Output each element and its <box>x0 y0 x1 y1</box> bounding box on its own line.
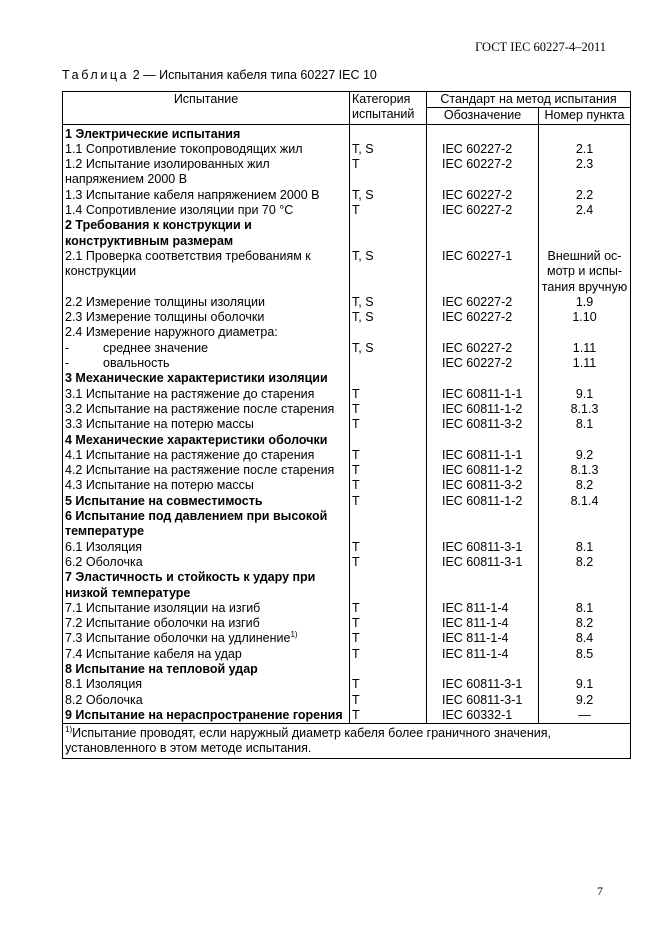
cell-designation <box>427 371 539 386</box>
table-row <box>63 540 631 555</box>
document-header: ГОСТ IEC 60227-4–2011 <box>475 40 606 54</box>
cell-designation: IEC 60811-3-1 <box>427 677 539 692</box>
table-row <box>63 157 631 188</box>
cell-category: T <box>350 631 427 646</box>
cell-test <box>63 188 350 203</box>
cell-clause: 8.4 <box>539 631 631 646</box>
cell-category: T, S <box>350 310 427 325</box>
cell-test <box>63 157 350 188</box>
test-label: 2.1 Проверка соответствия требованиям к конструкции <box>65 248 311 279</box>
cell-test <box>63 448 350 463</box>
footnote-mark: 1) <box>65 725 73 735</box>
cell-category <box>350 509 427 540</box>
test-label: 4.1 Испытание на растяжение до старения <box>65 447 315 462</box>
footnote-text: Испытание проводят, если наружный диаметр кабеля более граничного значения, установленного в этом методе испытания. <box>65 726 552 756</box>
cell-clause: 8.2 <box>539 478 631 493</box>
cell-clause: 2.1 <box>539 142 631 157</box>
cell-test <box>63 417 350 432</box>
cell-category <box>350 570 427 601</box>
cell-category: T <box>350 417 427 432</box>
test-label: 3 Механические характеристики изоляции <box>65 371 328 386</box>
cell-clause: 2.3 <box>539 157 631 188</box>
cell-category: T <box>350 601 427 616</box>
table-footnote <box>63 724 631 759</box>
cell-category <box>350 356 427 371</box>
cell-clause <box>539 371 631 386</box>
cell-designation: IEC 60227-2 <box>427 295 539 310</box>
table-row <box>63 677 631 692</box>
cell-clause <box>539 509 631 540</box>
cell-clause <box>539 662 631 677</box>
cell-clause <box>539 124 631 142</box>
cell-designation <box>427 509 539 540</box>
cell-designation <box>427 570 539 601</box>
test-label: 1.1 Сопротивление токопроводящих жил <box>65 141 303 156</box>
cell-category: T <box>350 402 427 417</box>
cell-test <box>63 494 350 509</box>
test-label: 8 Испытание на тепловой удар <box>65 661 258 676</box>
test-label: 2.4 Измерение наружного диаметра: <box>65 325 278 340</box>
cell-designation: IEC 60227-2 <box>427 356 539 371</box>
table-row <box>63 218 631 249</box>
table-body <box>63 124 631 724</box>
cell-test <box>63 341 350 356</box>
test-label: 8.1 Изоляция <box>65 677 143 692</box>
cell-clause: 8.1 <box>539 601 631 616</box>
test-label: 7.2 Испытание оболочки на изгиб <box>65 616 260 631</box>
test-label: 5 Испытание на совместимость <box>65 493 263 508</box>
table-row <box>63 356 631 371</box>
cell-category: T <box>350 478 427 493</box>
footnote-ref: 1) <box>290 630 298 640</box>
cell-designation: IEC 60227-1 <box>427 249 539 295</box>
header-test: Испытание <box>63 92 350 125</box>
cell-clause: 1.10 <box>539 310 631 325</box>
test-label: 9 Испытание на нераспространение горения <box>65 707 343 722</box>
cell-test <box>63 356 350 371</box>
cell-clause <box>539 433 631 448</box>
cell-test <box>63 433 350 448</box>
table-row <box>63 402 631 417</box>
cell-designation: IEC 60811-1-2 <box>427 494 539 509</box>
caption-word: Таблица <box>62 68 130 82</box>
table-row <box>63 142 631 157</box>
table-row <box>63 124 631 142</box>
test-label: 7.3 Испытание оболочки на удлинение <box>65 631 291 646</box>
page-number: 7 <box>597 884 603 898</box>
cell-test <box>63 295 350 310</box>
cell-test <box>63 693 350 708</box>
test-table <box>62 91 631 759</box>
cell-clause: 8.5 <box>539 647 631 662</box>
cell-designation <box>427 124 539 142</box>
cell-designation: IEC 60811-3-2 <box>427 417 539 432</box>
cell-category: T <box>350 157 427 188</box>
cell-designation: IEC 60811-3-1 <box>427 555 539 570</box>
list-dash: - <box>65 356 70 371</box>
cell-clause: 9.1 <box>539 677 631 692</box>
cell-designation: IEC 60811-1-1 <box>427 448 539 463</box>
header-designation: Обозначение <box>427 108 539 124</box>
test-label: 8.2 Оболочка <box>65 692 143 707</box>
cell-category <box>350 124 427 142</box>
cell-designation: IEC 60227-2 <box>427 341 539 356</box>
cell-designation <box>427 433 539 448</box>
cell-designation: IEC 811-1-4 <box>427 631 539 646</box>
cell-category: T, S <box>350 249 427 295</box>
test-label: 3.2 Испытание на растяжение после старения <box>65 401 335 416</box>
test-label: 2 Требования к конструкции и конструктивным размерам <box>65 218 252 248</box>
table-row <box>63 249 631 295</box>
cell-designation: IEC 60227-2 <box>427 142 539 157</box>
cell-test <box>63 463 350 478</box>
cell-designation <box>427 325 539 340</box>
table-row <box>63 295 631 310</box>
test-label: 4.2 Испытание на растяжение после старения <box>65 463 335 478</box>
cell-clause: — <box>539 708 631 724</box>
cell-test <box>63 677 350 692</box>
table-head <box>63 92 631 125</box>
cell-clause: 8.1.4 <box>539 494 631 509</box>
cell-test <box>63 310 350 325</box>
cell-test <box>63 387 350 402</box>
test-label: 6.2 Оболочка <box>65 554 143 569</box>
table-row <box>63 433 631 448</box>
cell-designation: IEC 60811-3-1 <box>427 540 539 555</box>
cell-clause: 1.9 <box>539 295 631 310</box>
test-label: 3.1 Испытание на растяжение до старения <box>65 386 315 401</box>
table-row <box>63 647 631 662</box>
cell-clause: 8.1.3 <box>539 463 631 478</box>
cell-designation <box>427 662 539 677</box>
cell-clause: 8.1 <box>539 540 631 555</box>
cell-test <box>63 708 350 724</box>
list-dash: - <box>65 340 70 355</box>
table-row <box>63 662 631 677</box>
table-row <box>63 631 631 646</box>
cell-test <box>63 631 350 646</box>
cell-test <box>63 478 350 493</box>
cell-test <box>63 218 350 249</box>
cell-category: T, S <box>350 142 427 157</box>
cell-designation: IEC 60811-3-2 <box>427 478 539 493</box>
cell-designation: IEC 60227-2 <box>427 203 539 218</box>
cell-category <box>350 662 427 677</box>
cell-test <box>63 402 350 417</box>
table-caption <box>62 68 377 82</box>
cell-clause: 8.1.3 <box>539 402 631 417</box>
cell-designation <box>427 218 539 249</box>
table-row <box>63 325 631 340</box>
cell-clause: 2.4 <box>539 203 631 218</box>
cell-test <box>63 124 350 142</box>
cell-category: T <box>350 616 427 631</box>
header-category: Категория испытаний <box>350 92 427 125</box>
cell-clause: 9.2 <box>539 448 631 463</box>
table-row <box>63 341 631 356</box>
table-row <box>63 708 631 724</box>
table-row <box>63 570 631 601</box>
cell-clause: 1.11 <box>539 356 631 371</box>
table-row <box>63 310 631 325</box>
table-row <box>63 463 631 478</box>
cell-designation: IEC 60227-2 <box>427 310 539 325</box>
table-row <box>63 203 631 218</box>
cell-category: T <box>350 387 427 402</box>
cell-clause <box>539 570 631 601</box>
cell-clause: 9.2 <box>539 693 631 708</box>
test-label: 1.4 Сопротивление изоляции при 70 °С <box>65 203 294 218</box>
test-label: 1.3 Испытание кабеля напряжением 2000 В <box>65 187 320 202</box>
table-row <box>63 371 631 386</box>
cell-category: T <box>350 555 427 570</box>
test-label: 7.1 Испытание изоляции на изгиб <box>65 600 261 615</box>
cell-category: T <box>350 708 427 724</box>
test-label: 1.2 Испытание изолированных жил напряжением 2000 В <box>65 157 270 187</box>
cell-test <box>63 616 350 631</box>
table-row <box>63 478 631 493</box>
header-clause: Номер пункта <box>539 108 631 124</box>
cell-designation: IEC 60332-1 <box>427 708 539 724</box>
cell-category: T, S <box>350 188 427 203</box>
cell-designation: IEC 60227-2 <box>427 157 539 188</box>
caption-text: 2 — Испытания кабеля типа 60227 IEC 10 <box>129 68 377 82</box>
test-label: 3.3 Испытание на потерю массы <box>65 417 254 432</box>
table-row <box>63 693 631 708</box>
cell-test <box>63 601 350 616</box>
cell-category: T <box>350 494 427 509</box>
cell-category: T <box>350 647 427 662</box>
cell-clause: 1.11 <box>539 341 631 356</box>
cell-category <box>350 325 427 340</box>
cell-category: T <box>350 540 427 555</box>
cell-clause: 8.2 <box>539 616 631 631</box>
test-label: среднее значение <box>103 340 209 355</box>
cell-designation: IEC 811-1-4 <box>427 601 539 616</box>
cell-test <box>63 647 350 662</box>
cell-test <box>63 249 350 295</box>
table-row <box>63 601 631 616</box>
cell-designation: IEC 60811-1-2 <box>427 402 539 417</box>
table-row <box>63 509 631 540</box>
table-row <box>63 448 631 463</box>
table-row <box>63 417 631 432</box>
cell-clause: 9.1 <box>539 387 631 402</box>
cell-test <box>63 509 350 540</box>
cell-designation: IEC 811-1-4 <box>427 647 539 662</box>
table-row <box>63 387 631 402</box>
cell-designation: IEC 60811-1-1 <box>427 387 539 402</box>
table-row <box>63 494 631 509</box>
cell-category: T, S <box>350 341 427 356</box>
cell-clause: 2.2 <box>539 188 631 203</box>
cell-test <box>63 203 350 218</box>
cell-clause <box>539 218 631 249</box>
cell-clause <box>539 325 631 340</box>
cell-clause: Внешний ос-мотр и испы-тания вручную <box>539 249 631 295</box>
cell-category: T <box>350 203 427 218</box>
table-row <box>63 555 631 570</box>
test-label: 6 Испытание под давлением при высокой температуре <box>65 509 328 539</box>
cell-category: T, S <box>350 295 427 310</box>
cell-category: T <box>350 463 427 478</box>
cell-category <box>350 218 427 249</box>
cell-designation: IEC 811-1-4 <box>427 616 539 631</box>
test-label: овальность <box>103 356 170 371</box>
test-label: 4.3 Испытание на потерю массы <box>65 478 254 493</box>
cell-test <box>63 325 350 340</box>
cell-test <box>63 570 350 601</box>
test-label: 7 Эластичность и стойкость к удару при низкой температуре <box>65 570 316 600</box>
cell-clause: 8.1 <box>539 417 631 432</box>
cell-test <box>63 371 350 386</box>
test-label: 2.3 Измерение толщины оболочки <box>65 310 265 325</box>
table-row <box>63 188 631 203</box>
cell-designation: IEC 60811-3-1 <box>427 693 539 708</box>
cell-test <box>63 142 350 157</box>
table-row <box>63 616 631 631</box>
test-label: 4 Механические характеристики оболочки <box>65 432 328 447</box>
test-label: 7.4 Испытание кабеля на удар <box>65 646 242 661</box>
test-label: 2.2 Измерение толщины изоляции <box>65 294 265 309</box>
cell-category <box>350 371 427 386</box>
test-label: 1 Электрические испытания <box>65 126 241 141</box>
cell-category: T <box>350 677 427 692</box>
cell-test <box>63 662 350 677</box>
cell-category: T <box>350 448 427 463</box>
cell-category <box>350 433 427 448</box>
header-standard: Стандарт на метод испытания <box>427 92 631 108</box>
cell-test <box>63 555 350 570</box>
test-label: 6.1 Изоляция <box>65 539 143 554</box>
cell-designation: IEC 60227-2 <box>427 188 539 203</box>
cell-category: T <box>350 693 427 708</box>
cell-designation: IEC 60811-1-2 <box>427 463 539 478</box>
cell-test <box>63 540 350 555</box>
cell-clause: 8.2 <box>539 555 631 570</box>
